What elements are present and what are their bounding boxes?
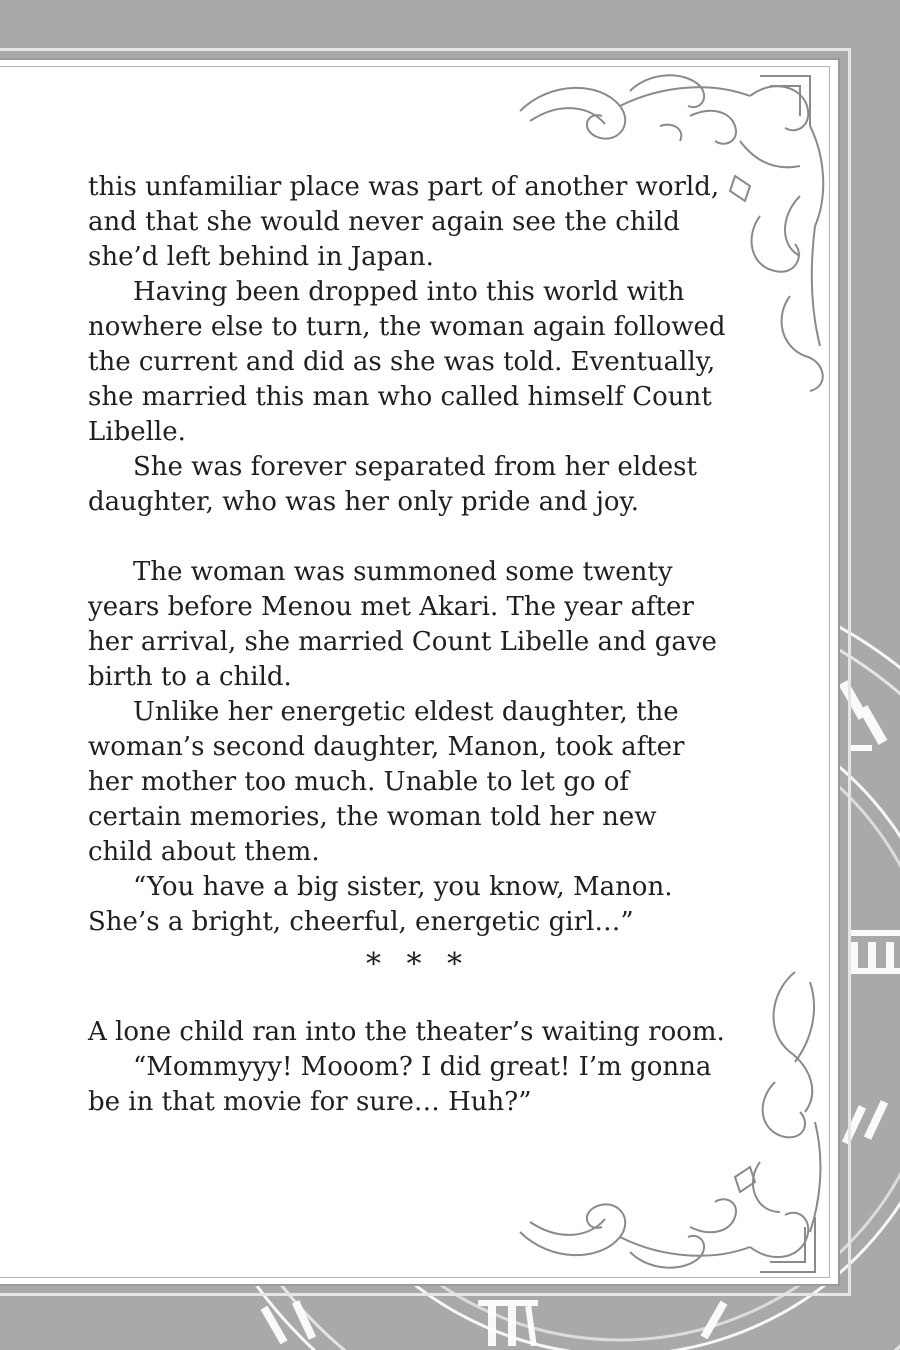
paragraph: Unlike her energetic eldest daughter, the woman’s second daughter, Manon, took after her mother too much. Unable to let go of certain memories, the woman told her new child about them. xyxy=(88,697,685,867)
paragraph: Having been dropped into this world with nowhere else to turn, the woman again followed the current and did as she was told. Eventually, she married this man who called himself Count Libelle. xyxy=(88,277,726,447)
paragraph-gap xyxy=(88,520,728,555)
paragraph: this unfamiliar place was part of another world, and that she would never again see the child she’d left behind in Japan. xyxy=(88,172,720,272)
book-page xyxy=(0,58,840,1286)
paragraph: A lone child ran into the theater’s waiting room. xyxy=(88,1017,725,1047)
body-text xyxy=(88,170,728,1120)
paragraph: She was forever separated from her eldest daughter, who was her only pride and joy. xyxy=(88,452,697,517)
paragraph: “You have a big sister, you know, Manon. She’s a bright, cheerful, energetic girl…” xyxy=(88,872,673,937)
paragraph: The woman was summoned some twenty years before Menou met Akari. The year after her arrival, she married Count Libelle and gave birth to a child. xyxy=(88,557,717,692)
paragraph: “Mommyyy! Mooom? I did great! I’m gonna be in that movie for sure… Huh?” xyxy=(88,1052,712,1117)
scene-break: * * * xyxy=(365,947,471,982)
